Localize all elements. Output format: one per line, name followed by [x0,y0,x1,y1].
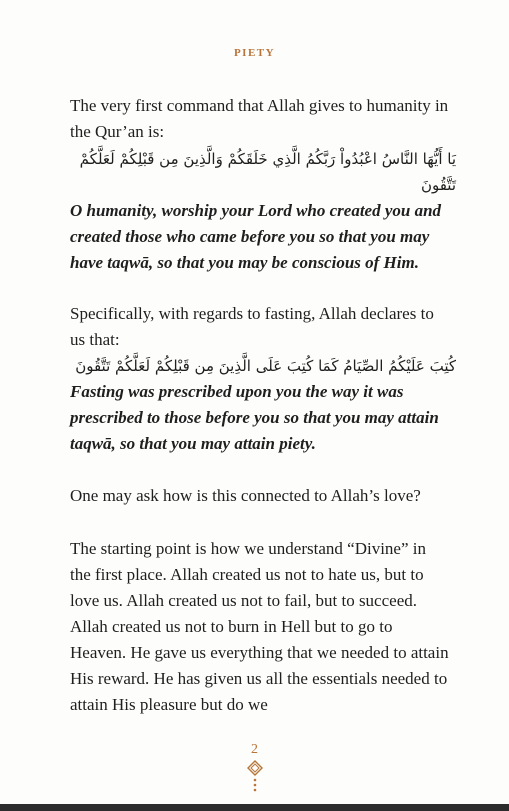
bottom-bar [0,804,509,811]
arabic-verse-1: يَا أَيُّهَا النَّاسُ اعْبُدُواْ رَبَّكُمُ الَّذِي خَلَقَكُمْ وَالَّذِينَ مِن قَبْلِكُمْ لَعَلَّكُمْ تَتَّقُونَ [79,150,456,194]
translation-2: Fasting was prescribed upon you the way it was prescribed to those before you so that you may attain taqwā, so that you may attain piety. [70,382,439,453]
translation-1: O humanity, worship your Lord who created you and created those who came before you so that you may have taqwā, so that you may be conscious of Him. [70,201,442,272]
page-number: 2 [251,742,258,757]
ornament-icon [246,760,264,798]
paragraph-divine: The starting point is how we understand “Divine” in the first place. Allah created us not to hate us, but to love us. Allah created us not to fail, but to succeed. Allah created us not to burn in Hell but to go to Heaven. He gave us everything that we needed to attain His reward. He has given us all the essentials needed to attain His pleasure but do we [70,539,449,714]
paragraph-question: One may ask how is this connected to Allah’s love? [70,486,421,505]
paragraph-intro: The very first command that Allah gives to humanity in the Qur’an is: [70,96,449,141]
running-header: PIETY [233,47,276,59]
paragraph-fasting: Specifically, with regards to fasting, Allah declares to us that: [70,304,434,349]
arabic-verse-2: كُتِبَ عَلَيْكُمُ الصِّيَامُ كَمَا كُتِبَ عَلَى الَّذِينَ مِن قَبْلِكُمْ لَعَلَّكُمْ تَتَّقُونَ [75,357,456,375]
